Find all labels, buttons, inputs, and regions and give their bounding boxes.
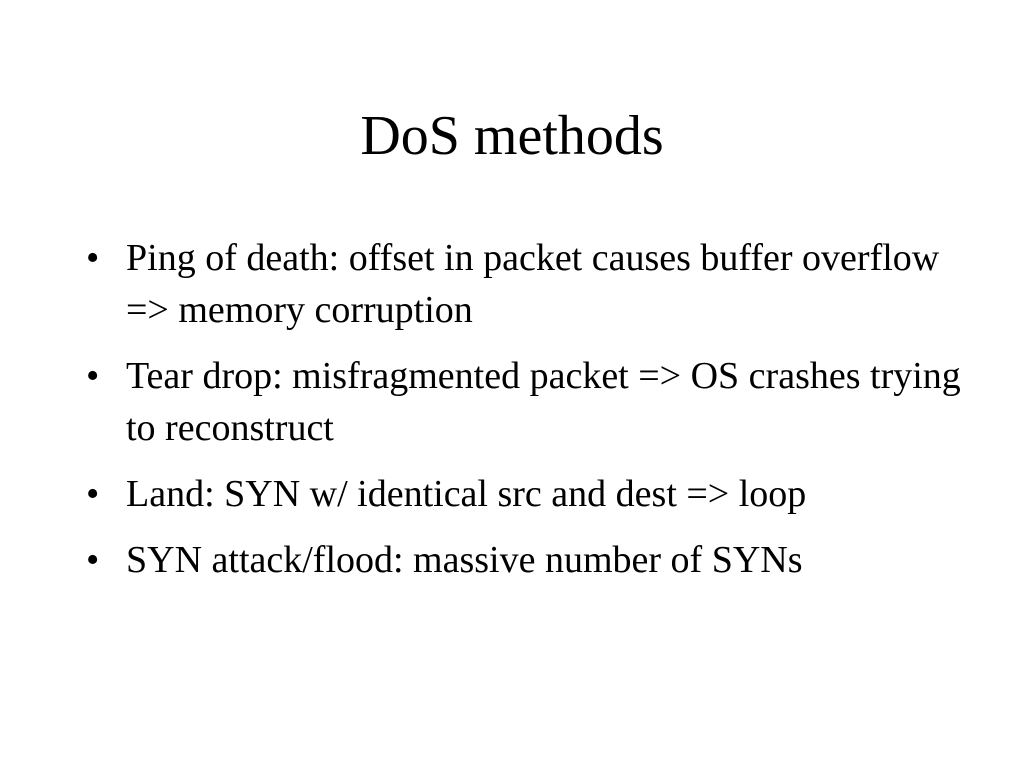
slide-title: DoS methods (360, 105, 664, 167)
bullet-item (86, 232, 966, 336)
bullet-text: Ping of death: offset in packet causes buffer overflow => memory corruption (126, 237, 940, 331)
bullet-text: SYN attack/flood: massive number of SYNs (126, 539, 803, 581)
bullet-icon: • (86, 539, 100, 581)
bullet-list (86, 232, 966, 600)
bullet-text: Land: SYN w/ identical src and dest => loop (126, 473, 807, 515)
bullet-text: Tear drop: misfragmented packet => OS crashes trying to reconstruct (126, 355, 961, 449)
bullet-item (86, 534, 966, 586)
bullet-icon: • (86, 355, 100, 397)
bullet-item (86, 350, 966, 454)
bullet-icon: • (86, 473, 100, 515)
bullet-item (86, 468, 966, 520)
bullet-icon: • (86, 237, 100, 279)
